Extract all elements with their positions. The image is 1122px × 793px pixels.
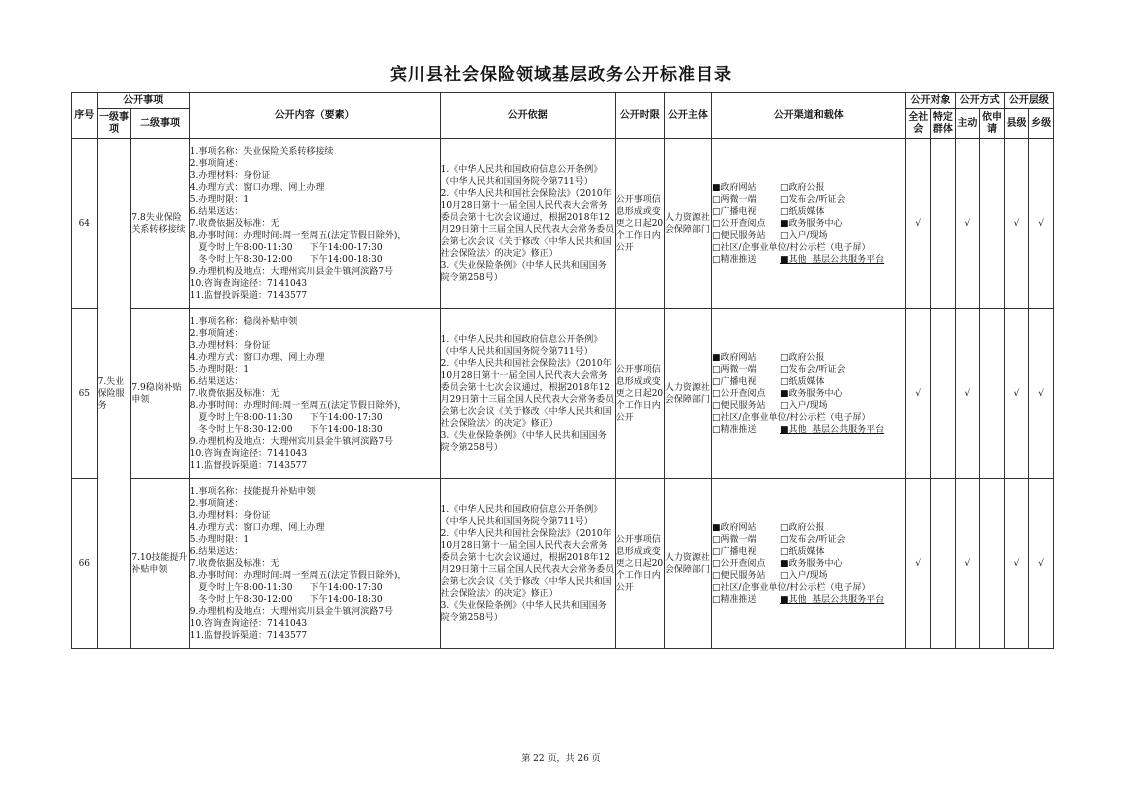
- content-line: 夏令时上午8:00-11:30 下午14:00-17:30: [189, 582, 383, 593]
- subject: 人力资源社会保障部门: [664, 309, 711, 479]
- header-basis: 公开依据: [440, 93, 615, 139]
- content-line: 9.办理机构及地点：大理州宾川县金牛镇河滨路7号: [189, 266, 394, 277]
- basis-line: 1.《中华人民共和国政府信息公开条例》（中华人民共和国国务院令第711号）: [440, 504, 603, 527]
- channel-row: [712, 230, 906, 242]
- content-line: 2.事项简述：: [189, 328, 244, 339]
- content-line: 3.办理材料：身份证: [189, 340, 271, 351]
- header-subject: 公开主体: [664, 93, 711, 139]
- channel-cell: [711, 479, 906, 649]
- row-seq: 65: [72, 309, 98, 479]
- channel-option: □公开查阅点: [711, 218, 766, 229]
- channel-row: [712, 352, 906, 364]
- channel-row: [712, 400, 906, 412]
- time-limit: 公开事项信息形成或变更之日起20个工作日内公开: [615, 479, 664, 649]
- header-method-active: 主动: [955, 109, 980, 139]
- channel-option: □纸质媒体: [779, 376, 825, 387]
- basis-line: 1.《中华人民共和国政府信息公开条例》（中华人民共和国国务院令第711号）: [440, 334, 603, 357]
- content-line: 7.收费依据及标准：无: [189, 388, 280, 399]
- basis-line: 2.《中华人民共和国社会保险法》（2010年10月28日第十一届全国人民代表大会常务委员会第十七次会议通过，根据2018年12月29日第十三届全国人民代表大会常务委员会第七次会议《关于修改〈中华人民共和国社会保险法〉的决定》修正）: [440, 188, 615, 259]
- header-level-county: 县级: [1004, 109, 1029, 139]
- check-town: √: [1029, 309, 1054, 479]
- header-target-specific: 特定群体: [931, 109, 956, 139]
- channel-option: ■政务服务中心: [779, 218, 843, 229]
- header-level-town: 乡级: [1029, 109, 1054, 139]
- channel-row: [712, 376, 906, 388]
- content-line: 3.办理材料：身份证: [189, 170, 271, 181]
- channel-row: [712, 412, 906, 424]
- channel-option: □纸质媒体: [779, 546, 825, 557]
- channel-row: [712, 242, 906, 254]
- content-line: 6.结果送达：: [189, 546, 244, 557]
- header-level1: 一级事项: [97, 109, 131, 139]
- check-request: [980, 479, 1005, 649]
- channel-row: [712, 194, 906, 206]
- content-line: 5.办理时限：1: [189, 534, 250, 545]
- check-target-specific: [931, 139, 956, 309]
- content-line: 7.收费依据及标准：无: [189, 218, 280, 229]
- channel-option: □精准推送: [711, 594, 757, 605]
- channel-option: □两微一端: [711, 364, 757, 375]
- basis-cell: [440, 479, 615, 649]
- table-row: [72, 309, 1054, 479]
- header-method: 公开方式: [955, 93, 1004, 109]
- header-channel: 公开渠道和载体: [711, 93, 906, 139]
- content-line: 1.事项名称：技能提升补贴申领: [189, 486, 316, 497]
- channel-option: □社区/企事业单位/村公示栏（电子屏）: [711, 582, 871, 593]
- channel-option: □社区/企事业单位/村公示栏（电子屏）: [711, 242, 871, 253]
- check-town: √: [1029, 479, 1054, 649]
- basis-cell: [440, 309, 615, 479]
- level1-item: 7.失业保险服务: [97, 139, 131, 649]
- channel-option: ■其他 基层公共服务平台: [779, 594, 885, 605]
- content-line: 9.办理机构及地点：大理州宾川县金牛镇河滨路7号: [189, 436, 394, 447]
- channel-option: ■政务服务中心: [779, 388, 843, 399]
- check-target-specific: [931, 479, 956, 649]
- channel-option: ■其他 基层公共服务平台: [779, 254, 885, 265]
- check-county: √: [1004, 479, 1029, 649]
- content-line: 冬令时上午8:30-12:00 下午14:00-18:30: [189, 424, 383, 435]
- content-line: 8.办事时间：办理时间:周一至周五(法定节假日除外)，: [189, 230, 407, 241]
- header-public-items: 公开事项: [97, 93, 189, 109]
- channel-row: [712, 594, 906, 606]
- content-line: 4.办理方式：窗口办理、网上办理: [189, 182, 325, 193]
- content-line: 2.事项简述：: [189, 158, 244, 169]
- channel-option: □发布会/听证会: [779, 194, 846, 205]
- channel-row: [712, 254, 906, 266]
- channel-option: □政府公报: [779, 352, 825, 363]
- channel-option: □精准推送: [711, 254, 757, 265]
- channel-row: [712, 558, 906, 570]
- check-target-specific: [931, 309, 956, 479]
- row-seq: 64: [72, 139, 98, 309]
- channel-option: ■政务服务中心: [779, 558, 843, 569]
- basis-cell: [440, 139, 615, 309]
- channel-row: [712, 570, 906, 582]
- check-request: [980, 309, 1005, 479]
- header-target: 公开对象: [906, 93, 955, 109]
- catalog-table: [71, 92, 1054, 649]
- channel-option: □社区/企事业单位/村公示栏（电子屏）: [711, 412, 871, 423]
- header-level2: 二级事项: [131, 109, 189, 139]
- content-line: 夏令时上午8:00-11:30 下午14:00-17:30: [189, 412, 383, 423]
- content-line: 5.办理时限：1: [189, 364, 250, 375]
- channel-option: □入户/现场: [779, 400, 828, 411]
- basis-line: 2.《中华人民共和国社会保险法》（2010年10月28日第十一届全国人民代表大会常务委员会第十七次会议通过，根据2018年12月29日第十三届全国人民代表大会常务委员会第七次会议《关于修改〈中华人民共和国社会保险法〉的决定》修正）: [440, 358, 615, 429]
- channel-option: □纸质媒体: [779, 206, 825, 217]
- channel-option: □便民服务站: [711, 570, 766, 581]
- check-county: √: [1004, 309, 1029, 479]
- level2-item: 7.10技能提升补贴申领: [131, 479, 189, 649]
- content-line: 10.咨询查询途径：7141043: [189, 278, 308, 289]
- time-limit: 公开事项信息形成或变更之日起20个工作日内公开: [615, 309, 664, 479]
- check-target-all: √: [906, 479, 931, 649]
- channel-row: [712, 364, 906, 376]
- basis-line: 1.《中华人民共和国政府信息公开条例》（中华人民共和国国务院令第711号）: [440, 164, 603, 187]
- content-line: 10.咨询查询途径：7141043: [189, 618, 308, 629]
- content-line: 1.事项名称：失业保险关系转移接续: [189, 146, 334, 157]
- channel-option: □发布会/听证会: [779, 534, 846, 545]
- channel-row: [712, 522, 906, 534]
- channel-option: ■政府网站: [711, 522, 757, 533]
- channel-option: □便民服务站: [711, 400, 766, 411]
- basis-line: 2.《中华人民共和国社会保险法》（2010年10月28日第十一届全国人民代表大会常务委员会第十七次会议通过，根据2018年12月29日第十三届全国人民代表大会常务委员会第七次会议《关于修改〈中华人民共和国社会保险法〉的决定》修正）: [440, 528, 615, 599]
- channel-option: □发布会/听证会: [779, 364, 846, 375]
- content-line: 6.结果送达：: [189, 206, 244, 217]
- channel-option: □政府公报: [779, 522, 825, 533]
- channel-option: □公开查阅点: [711, 388, 766, 399]
- subject: 人力资源社会保障部门: [664, 479, 711, 649]
- basis-line: 3.《失业保险条例》（中华人民共和国国务院令第258号）: [440, 260, 607, 283]
- header-content: 公开内容（要素）: [189, 93, 440, 139]
- header-method-request: 依申请: [980, 109, 1005, 139]
- channel-row: [712, 534, 906, 546]
- channel-option: □广播电视: [711, 376, 757, 387]
- content-cell: [189, 309, 440, 479]
- content-line: 冬令时上午8:30-12:00 下午14:00-18:30: [189, 254, 383, 265]
- content-line: 3.办理材料：身份证: [189, 510, 271, 521]
- channel-row: [712, 424, 906, 436]
- channel-option: □便民服务站: [711, 230, 766, 241]
- basis-line: 3.《失业保险条例》（中华人民共和国国务院令第258号）: [440, 600, 607, 623]
- level2-item: 7.9稳岗补贴申领: [131, 309, 189, 479]
- page-footer: 第 22 页，共 26 页: [521, 754, 601, 764]
- channel-option: □两微一端: [711, 534, 757, 545]
- check-target-all: √: [906, 139, 931, 309]
- check-request: [980, 139, 1005, 309]
- table-row: [72, 479, 1054, 649]
- content-line: 冬令时上午8:30-12:00 下午14:00-18:30: [189, 594, 383, 605]
- check-active: √: [955, 139, 980, 309]
- content-line: 8.办事时间：办理时间:周一至周五(法定节假日除外)，: [189, 400, 407, 411]
- content-line: 6.结果送达：: [189, 376, 244, 387]
- header-seq: 序号: [72, 93, 98, 139]
- channel-option: □两微一端: [711, 194, 757, 205]
- content-line: 5.办理时限：1: [189, 194, 250, 205]
- check-county: √: [1004, 139, 1029, 309]
- channel-row: [712, 206, 906, 218]
- level2-item: 7.8失业保险关系转移接续: [131, 139, 189, 309]
- header-level: 公开层级: [1004, 93, 1053, 109]
- channel-option: □广播电视: [711, 546, 757, 557]
- content-line: 2.事项简述：: [189, 498, 244, 509]
- channel-option: ■其他 基层公共服务平台: [779, 424, 885, 435]
- check-active: √: [955, 479, 980, 649]
- check-town: √: [1029, 139, 1054, 309]
- channel-option: □公开查阅点: [711, 558, 766, 569]
- content-line: 11.监督投诉渠道：7143577: [189, 290, 308, 301]
- channel-option: □政府公报: [779, 182, 825, 193]
- channel-option: ■政府网站: [711, 352, 757, 363]
- channel-row: [712, 582, 906, 594]
- channel-option: □入户/现场: [779, 570, 828, 581]
- content-line: 11.监督投诉渠道：7143577: [189, 630, 308, 641]
- check-target-all: √: [906, 309, 931, 479]
- content-cell: [189, 479, 440, 649]
- check-active: √: [955, 309, 980, 479]
- table-row: [72, 139, 1054, 309]
- row-seq: 66: [72, 479, 98, 649]
- content-line: 4.办理方式：窗口办理、网上办理: [189, 352, 325, 363]
- channel-option: □精准推送: [711, 424, 757, 435]
- channel-cell: [711, 309, 906, 479]
- channel-row: [712, 182, 906, 194]
- channel-option: □广播电视: [711, 206, 757, 217]
- channel-row: [712, 546, 906, 558]
- content-cell: [189, 139, 440, 309]
- time-limit: 公开事项信息形成或变更之日起20个工作日内公开: [615, 139, 664, 309]
- content-line: 8.办事时间：办理时间:周一至周五(法定节假日除外)，: [189, 570, 407, 581]
- channel-row: [712, 388, 906, 400]
- channel-option: □入户/现场: [779, 230, 828, 241]
- content-line: 夏令时上午8:00-11:30 下午14:00-17:30: [189, 242, 383, 253]
- content-line: 11.监督投诉渠道：7143577: [189, 460, 308, 471]
- channel-cell: [711, 139, 906, 309]
- subject: 人力资源社会保障部门: [664, 139, 711, 309]
- page-title: 宾川县社会保险领域基层政务公开标准目录: [390, 65, 732, 85]
- content-line: 4.办理方式：窗口办理、网上办理: [189, 522, 325, 533]
- header-time: 公开时限: [615, 93, 664, 139]
- header-target-all: 全社会: [906, 109, 931, 139]
- content-line: 9.办理机构及地点：大理州宾川县金牛镇河滨路7号: [189, 606, 394, 617]
- channel-option: ■政府网站: [711, 182, 757, 193]
- content-line: 1.事项名称：稳岗补贴申领: [189, 316, 298, 327]
- content-line: 10.咨询查询途径：7141043: [189, 448, 308, 459]
- channel-row: [712, 218, 906, 230]
- content-line: 7.收费依据及标准：无: [189, 558, 280, 569]
- basis-line: 3.《失业保险条例》（中华人民共和国国务院令第258号）: [440, 430, 607, 453]
